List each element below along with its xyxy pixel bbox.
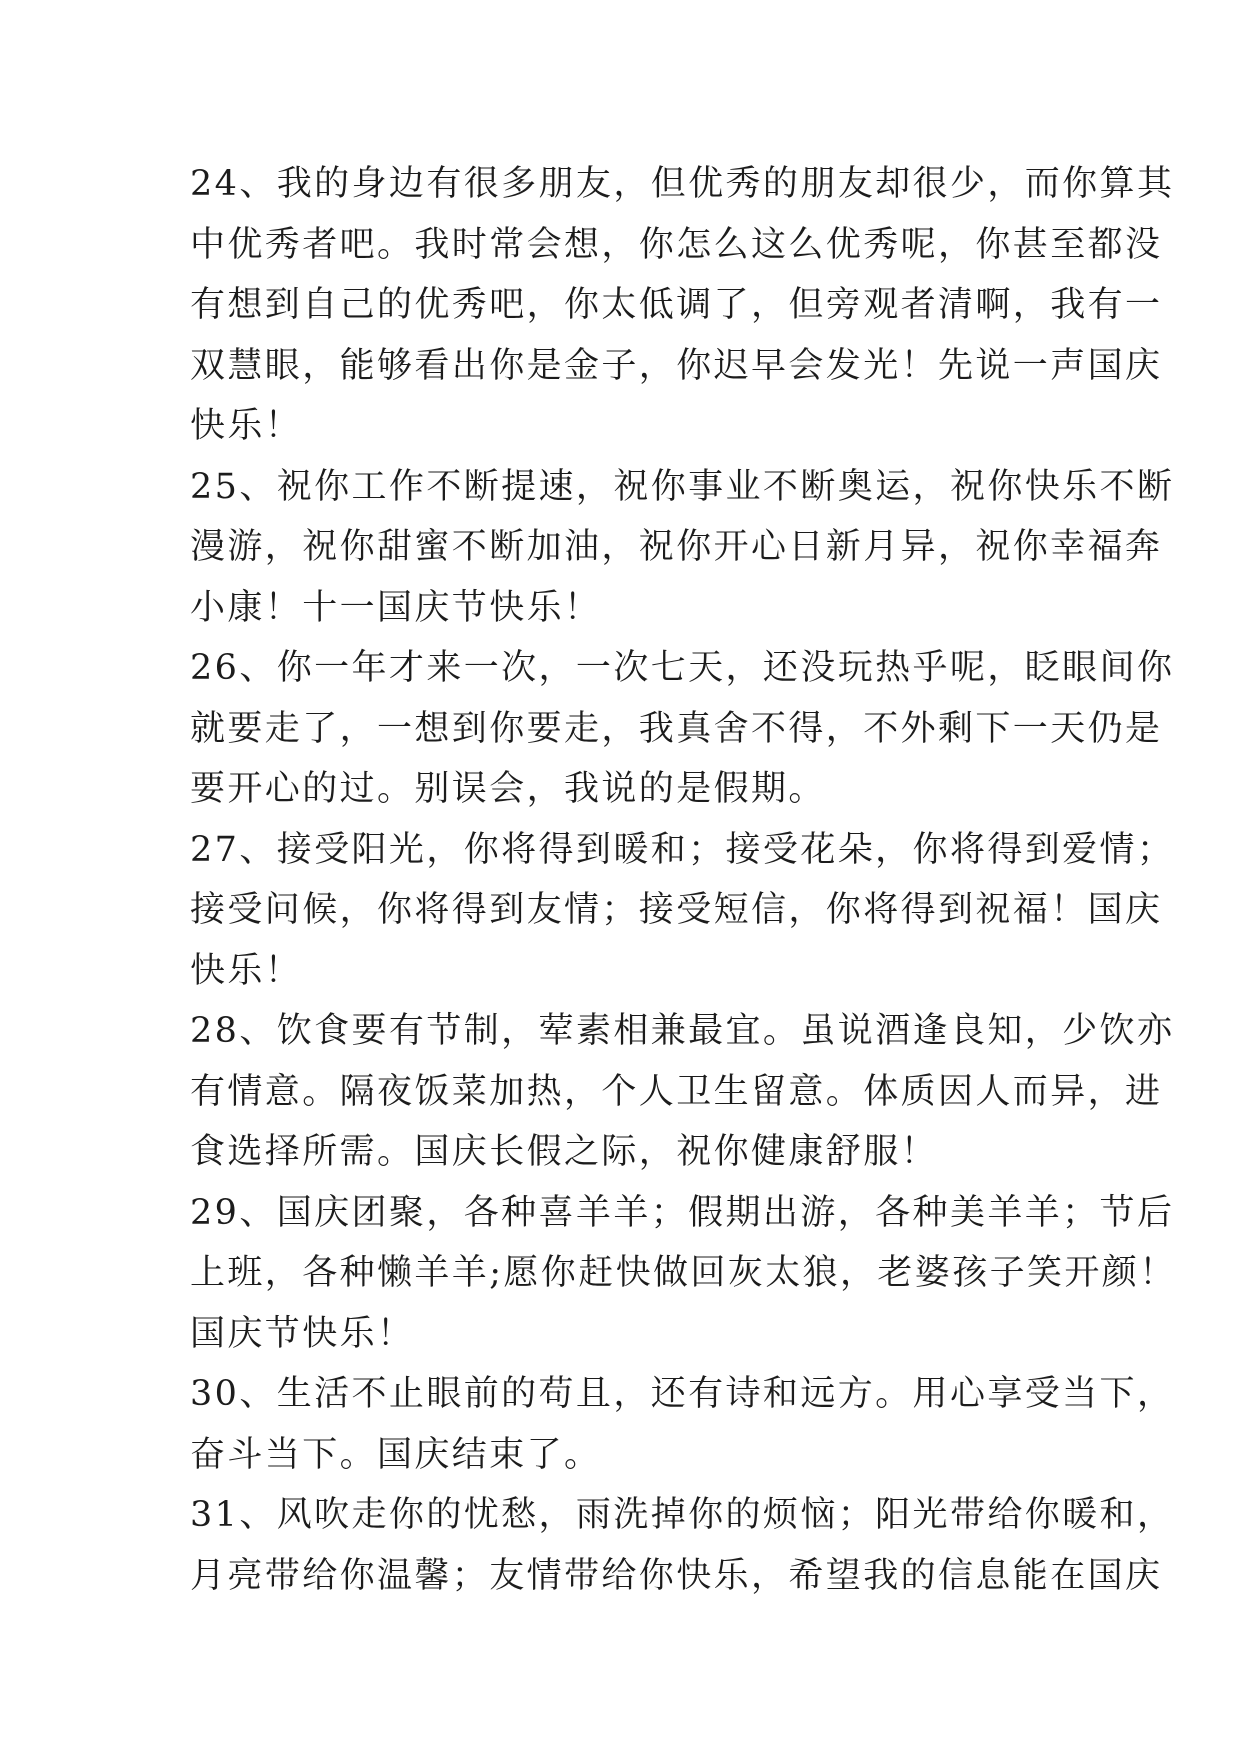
text-line: 奋斗当下。国庆结束了。 <box>190 1434 602 1475</box>
text-line: 就要走了，一想到你要走，我真舍不得，不外剩下一天仍是 <box>190 708 1163 749</box>
text-line: 31、风吹走你的忧愁，雨洗掉你的烦恼；阳光带给你暖和， <box>190 1495 1175 1535</box>
text-line: 28、饮食要有节制，荤素相兼最宜。虽说酒逢良知，少饮亦 <box>190 1011 1175 1051</box>
text-line: 24、我的身边有很多朋友，但优秀的朋友却很少，而你算其 <box>190 164 1175 204</box>
text-line: 月亮带给你温馨；友情带给你快乐，希望我的信息能在国庆 <box>190 1555 1163 1596</box>
text-line: 中优秀者吧。我时常会想，你怎么这么优秀呢，你甚至都没 <box>190 224 1163 265</box>
text-line: 25、祝你工作不断提速，祝你事业不断奥运，祝你快乐不断 <box>190 466 1175 507</box>
text-line: 快乐！ <box>190 950 303 991</box>
text-line: 国庆节快乐！ <box>190 1313 415 1354</box>
text-line: 有想到自己的优秀吧，你太低调了，但旁观者清啊，我有一 <box>190 285 1163 325</box>
text-line: 26、你一年才来一次，一次七天，还没玩热乎呢，眨眼间你 <box>190 648 1175 688</box>
text-line: 要开心的过。别误会，我说的是假期。 <box>190 769 826 809</box>
text-line: 有情意。隔夜饭菜加热，个人卫生留意。体质因人而异，进 <box>190 1071 1163 1112</box>
text-line: 双慧眼，能够看出你是金子，你迟早会发光！先说一声国庆 <box>190 345 1163 386</box>
text-line: 快乐！ <box>190 406 303 446</box>
text-line: 漫游，祝你甜蜜不断加油，祝你开心日新月异，祝你幸福奔 <box>190 527 1163 567</box>
text-line: 30、生活不止眼前的苟且，还有诗和远方。用心享受当下， <box>190 1374 1175 1414</box>
document-body <box>190 154 1177 1606</box>
text-line: 小康！十一国庆节快乐！ <box>190 587 602 628</box>
text-line: 27、接受阳光，你将得到暖和；接受花朵，你将得到爱情； <box>190 829 1175 870</box>
text-line: 29、国庆团聚，各种喜羊羊；假期出游，各种美羊羊；节后 <box>190 1192 1175 1233</box>
text-line: 上班，各种懒羊羊;愿你赶快做回灰太狼，老婆孩子笑开颜！ <box>190 1253 1177 1293</box>
text-line: 食选择所需。国庆长假之际，祝你健康舒服！ <box>190 1132 939 1172</box>
text-line: 接受问候，你将得到友情；接受短信，你将得到祝福！国庆 <box>190 890 1163 930</box>
